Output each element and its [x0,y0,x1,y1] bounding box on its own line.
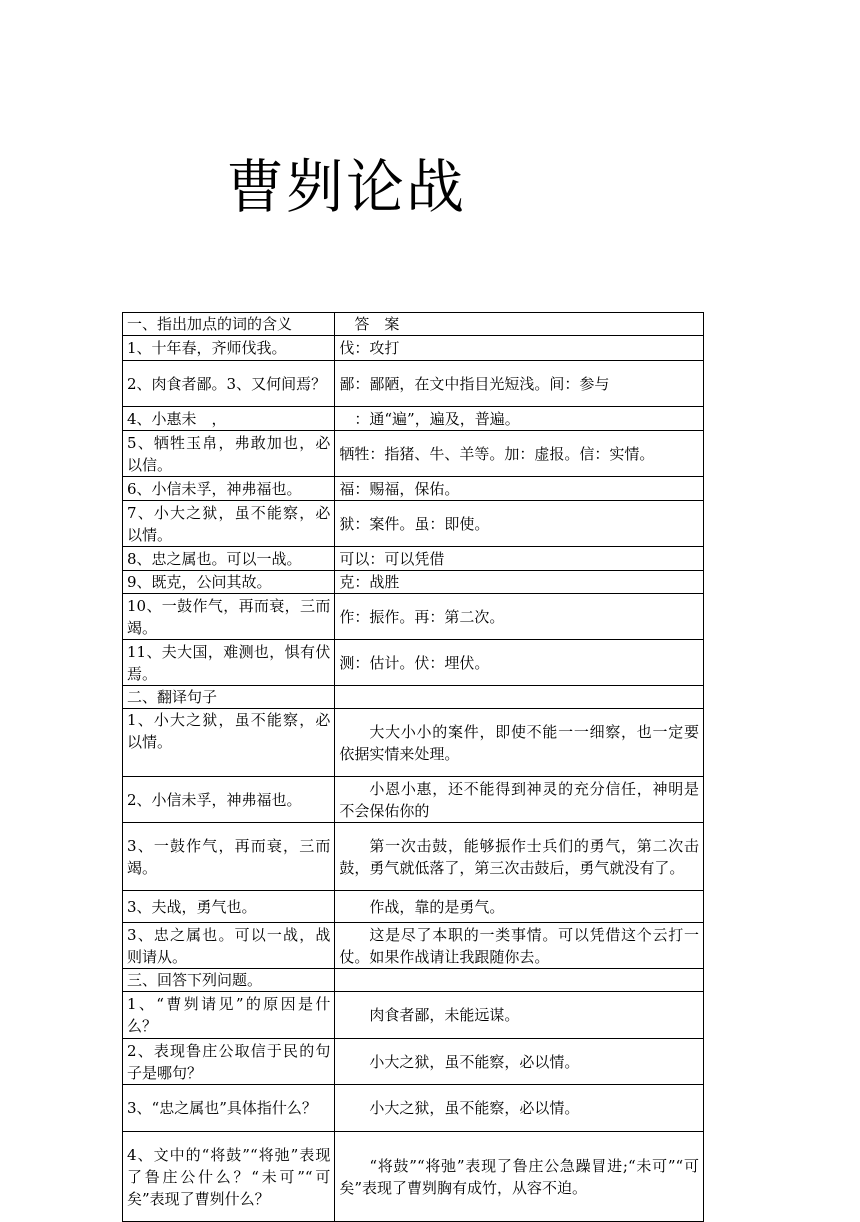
table-row [123,501,704,547]
answer-cell: 可以：可以凭借 [335,547,704,571]
qa-table [122,312,704,1222]
section-heading: 三、回答下列问题。 [123,969,335,992]
table-row [123,431,704,477]
table-row [123,1085,704,1132]
question-cell: 5、牺牲玉帛，弗敢加也，必以信。 [123,431,335,477]
answer-cell: 作战，靠的是勇气。 [335,891,704,923]
table-row [123,891,704,923]
table-row [123,923,704,969]
answer-cell: “将鼓”“将弛”表现了鲁庄公急躁冒进;“未可”“可矣”表现了曹刿胸有成竹，从容不迫。 [335,1132,704,1222]
question-cell: 一、指出加点的词的含义 [123,313,335,336]
answer-cell [335,686,704,709]
question-cell: 2、肉食者鄙。3、又何间焉？ [123,361,335,407]
answer-cell: 小大之狱，虽不能察，必以情。 [335,1085,704,1132]
answer-cell: 大大小小的案件，即使不能一一细察，也一定要依据实情来处理。 [335,709,704,777]
answer-cell [335,969,704,992]
document-title: 曹刿论战 [226,152,467,221]
question-cell: 4、文中的“将鼓”“将弛”表现了鲁庄公什么？“未可”“可矣”表现了曹刿什么？ [123,1132,335,1222]
answer-cell: 肉食者鄙，未能远谋。 [335,992,704,1039]
table-row [123,336,704,361]
question-cell: 4、小惠未 ， [123,407,335,431]
answer-cell: 牺牲：指猪、牛、羊等。加：虚报。信：实情。 [335,431,704,477]
question-cell: 1、小大之狱，虽不能察，必以情。 [123,709,335,777]
table-row [123,313,704,336]
table-row [123,709,704,777]
question-cell: 1、十年春，齐师伐我。 [123,336,335,361]
table-row [123,594,704,640]
answer-cell: ：通“遍”，遍及，普遍。 [335,407,704,431]
answer-cell: 鄙：鄙陋，在文中指目光短浅。间：参与 [335,361,704,407]
question-cell: 2、小信未孚，神弗福也。 [123,777,335,823]
table-row [123,640,704,686]
question-cell: 7、小大之狱，虽不能察，必以情。 [123,501,335,547]
section-header-row [123,969,704,992]
question-cell: 1、“曹刿请见”的原因是什么？ [123,992,335,1039]
question-cell: 6、小信未孚，神弗福也。 [123,477,335,501]
table-row [123,571,704,594]
section-header-row [123,686,704,709]
answer-cell: 小恩小惠，还不能得到神灵的充分信任，神明是不会保佑你的 [335,777,704,823]
answer-cell: 福：赐福，保佑。 [335,477,704,501]
answer-cell: 克：战胜 [335,571,704,594]
answer-cell: 这是尽了本职的一类事情。可以凭借这个云打一仗。如果作战请让我跟随你去。 [335,923,704,969]
question-cell: 10、一鼓作气，再而衰，三而竭。 [123,594,335,640]
question-cell: 8、忠之属也。可以一战。 [123,547,335,571]
table-row [123,477,704,501]
question-cell: 3、忠之属也。可以一战，战则请从。 [123,923,335,969]
answer-cell: 答 案 [335,313,704,336]
table-row [123,777,704,823]
table-row [123,992,704,1039]
answer-cell: 狱：案件。虽：即使。 [335,501,704,547]
section-heading: 二、翻译句子 [123,686,335,709]
answer-cell: 作：振作。再：第二次。 [335,594,704,640]
question-cell: 3、“忠之属也”具体指什么？ [123,1085,335,1132]
table-row [123,361,704,407]
table-row [123,1039,704,1085]
table-row [123,407,704,431]
answer-cell: 小大之狱，虽不能察，必以情。 [335,1039,704,1085]
answer-cell: 第一次击鼓，能够振作士兵们的勇气，第二次击鼓，勇气就低落了，第三次击鼓后，勇气就没有了。 [335,823,704,891]
question-cell: 3、一鼓作气，再而衰，三而竭。 [123,823,335,891]
question-cell: 2、表现鲁庄公取信于民的句子是哪句？ [123,1039,335,1085]
question-cell: 3、夫战，勇气也。 [123,891,335,923]
answer-cell: 测：估计。伏：埋伏。 [335,640,704,686]
question-cell: 11、夫大国，难测也，惧有伏焉。 [123,640,335,686]
table-row [123,1132,704,1222]
question-cell: 9、既克，公问其故。 [123,571,335,594]
answer-cell: 伐：攻打 [335,336,704,361]
table-row [123,547,704,571]
table-row [123,823,704,891]
